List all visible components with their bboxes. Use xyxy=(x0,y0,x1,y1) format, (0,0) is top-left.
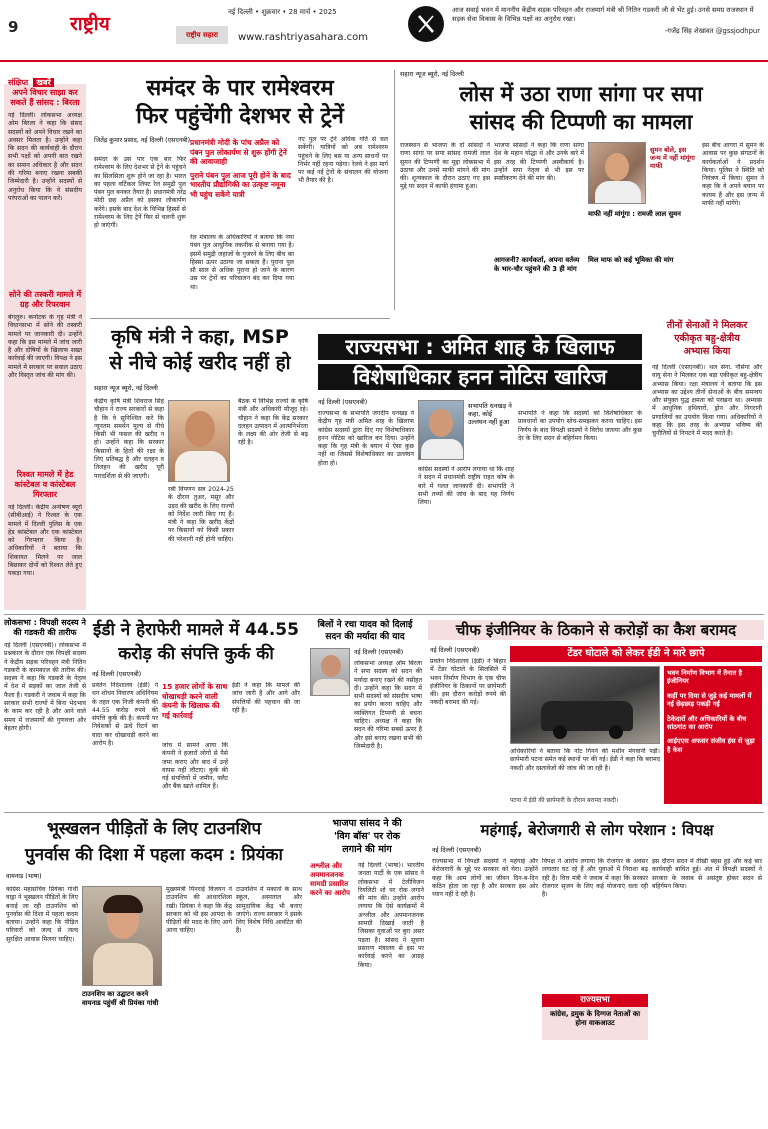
township-byline: वायनाड (भाषा) xyxy=(6,873,42,880)
x-post-text: आज सवाई भवन में माननीय केंद्रीय सड़क परिवहन और राजमार्ग मंत्री श्री नितिन गडकरी जी से भेंट हुई। उनसे समग्र राजस्थान में सड़क सेवा विकास के विभिन्न पक्षों का अनुरोध रखा। xyxy=(452,6,754,23)
portrait-face xyxy=(605,153,629,181)
army-headline-2: एकीकृत बहु-क्षेत्रीय xyxy=(674,333,740,344)
portrait-body xyxy=(595,181,641,204)
engineer-byline: नई दिल्ली (एसएनबी) xyxy=(430,647,480,654)
engineer-bullet-2: कहीं पर दिया से जुड़े कई मामलों में नई छेड़छाड़ पकड़ी गई xyxy=(667,691,752,709)
bigboss-headline-2: 'विग बॉस' पर रोक xyxy=(333,831,401,842)
portrait-hair xyxy=(103,895,143,913)
inflation-body-a: राज्यसभा में विपक्षी सदस्यों ने महंगाई और बेरोजगारी के मुद्दे पर सरकार को घेरा। उन्होंने कहा कि आम लोगों का जीवन दिन-ब-दिन कठिन होता जा रहा है और सरकार इस ओर ध्यान नहीं दे रही है। xyxy=(432,858,538,899)
loksabha-gadkari-story xyxy=(4,618,86,798)
rajyasabha-photo-caption: सभापति धनखड़ ने कहा, कोई उल्लंघन नहीं हुआ xyxy=(468,402,512,426)
township-body-a: कांग्रेस महासचिव प्रियंका गांधी वाड्रा ने भूस्खलन पीड़ितों के लिए बनाई जा रही टाउनशिप को पुनर्वास की दिशा में पहला कदम बताया। उन्होंने कहा कि पीड़ित परिवारों को जल्द से जल्द सुरक्षित आवास मिलना चाहिए। xyxy=(6,886,78,943)
rajyasabha-headline-1: राज्यसभा : अमित शाह के खिलाफ xyxy=(318,334,642,360)
masthead xyxy=(0,0,768,66)
brief-item-1-title: अपने विचार साझा कर सकते हैं सांसद : बिरला xyxy=(10,88,80,107)
township-headline-2: पुनर्वास की दिशा में पहला कदम : प्रियंका xyxy=(25,845,283,865)
page-number: 9 xyxy=(8,18,19,36)
engineer-bullets xyxy=(664,666,762,804)
rana-sanga-body-b: भाजपा सांसदों ने कहा कि राणा सांगा देश के महान योद्धा थे और उनके बारे में इस तरह की टिप्पणी अस्वीकार्य है। उन्होंने सपा नेतृत्व से भी इस पर स्पष्टीकरण देने की मांग की। xyxy=(494,142,584,183)
brief-item-3-title: रिश्वत मामले में हेड कांस्टेबल व कांस्टेबल गिरफ्तार xyxy=(14,470,76,499)
bill-yadav-story xyxy=(306,618,424,804)
rameswaram-body-c: नए पुल पर ट्रेनें अधिक गति से चल सकेंगी। यात्रियों को अब रामेश्वरम पहुंचने के लिए बस या अन्य साधनों पर निर्भर नहीं रहना पड़ेगा। रेलवे ने इस मार्ग पर कई नई ट्रेनों के संचालन की योजना भी तैयार की है। xyxy=(298,136,388,185)
ed-headline-2: करोड़ की संपत्ति कुर्क की xyxy=(118,644,274,664)
wheel xyxy=(553,725,567,739)
engineer-cash-story xyxy=(428,618,764,808)
portrait-face xyxy=(429,409,453,437)
township-headline-1: भूस्खलन पीड़ितों के लिए टाउनशिप xyxy=(46,819,262,839)
rajyasabha-body-a: राज्यसभा के सभापति जगदीप धनखड़ ने केंद्रीय गृह मंत्री अमित शाह के खिलाफ कांग्रेस सदस्यों द्वारा दिए गए विशेषाधिकार हनन नोटिस को खारिज कर दिया। उन्होंने कहा कि गृह मंत्री के बयान में ऐसा कुछ नहीं था जिससे विशेषाधिकार का उल्लंघन होता हो। xyxy=(318,410,414,467)
rana-sanga-body-c: इस बीच आगरा में सुमन के आवास पर कुछ संगठनों के कार्यकर्ताओं ने प्रदर्शन किया। पुलिस ने स्थिति को नियंत्रण में किया। सुमन ने कहा कि वे अपने बयान पर कायम हैं और इस जन्म में माफी नहीं मांगेंगे। xyxy=(702,142,764,208)
divider xyxy=(394,70,395,310)
bigboss-sidebar: अश्लील और अपमानजनक सामग्री प्रसारित करने का आरोप xyxy=(310,862,350,897)
army-headline-1: तीनों सेनाओं ने मिलकर xyxy=(666,320,748,331)
rajyasabha-box-sub: कांग्रेस, द्रमुक के दिग्गज नेताओं का होना वाकआउट xyxy=(549,1010,641,1027)
inflation-story xyxy=(430,816,764,1126)
rameswaram-byline: जितेंद्र कुमार प्रसाद, नई दिल्ली (एसएनबी) xyxy=(94,137,191,144)
priyanka-photo xyxy=(82,886,162,986)
inflation-byline: नई दिल्ली (एसएनबी) xyxy=(432,847,482,854)
portrait-body xyxy=(313,679,349,696)
brief-item-2-body: बेंगलुरु। कर्नाटक के गृह मंत्री ने विधानसभा में सोने की तस्करी मामले पर जानकारी दी। उन्होंने कहा कि इस मामले में जांच जारी है और दोषियों के खिलाफ सख्त कार्रवाई की जाएगी। विपक्ष ने इस मामले में सरकार पर सवाल उठाए और विस्तृत जांच की मांग की। xyxy=(8,314,82,380)
engineer-headline: चीफ इंजीनियर के ठिकाने से करोड़ों का कैश बरामद xyxy=(428,620,764,640)
township-body-b: मुख्यमंत्री पिनराई विजयन ने टाउनशिप की आधारशिला रखी। प्रियंका ने कहा कि केंद्र सरकार को भी इस आपदा के पीड़ितों की मदद के लिए आगे आना चाहिए। xyxy=(166,886,232,935)
paper-logo xyxy=(176,26,228,44)
masthead-rule xyxy=(0,60,768,62)
divider xyxy=(4,812,764,813)
msp-story xyxy=(90,322,310,612)
x-post-handle: -गजेंद्र सिंह शेखावत @gssjodhpur xyxy=(664,27,760,35)
section-label: राष्ट्रीय xyxy=(70,13,110,35)
portrait-body xyxy=(93,943,153,986)
msp-headline-1: कृषि मंत्री ने कहा, MSP xyxy=(111,326,289,348)
rajyasabha-box xyxy=(542,994,648,1040)
rajyasabha-body-b: कांग्रेस सदस्यों ने आरोप लगाया था कि शाह ने सदन में प्रधानमंत्री राष्ट्रीय राहत कोष के बारे में गलत जानकारी दी। सभापति ने सभी तथ्यों की जांच के बाद यह निर्णय लिया। xyxy=(418,466,514,507)
rameswaram-headline-1: समंदर के पार रामेश्वरम xyxy=(146,76,334,101)
portrait-face xyxy=(321,655,341,677)
bigboss-headline-3: लगाने की मांग xyxy=(342,844,392,855)
portrait-body xyxy=(175,451,227,482)
ed-body-a: प्रवर्तन निदेशालय (ईडी) ने धन शोधन निवारण अधिनियम के तहत एक निजी कंपनी की 44.55 करोड़ रुपये की संपत्ति कुर्क की है। कंपनी पर निवेशकों से ऊंचे रिटर्न का वादा कर धोखाधड़ी करने का आरोप है। xyxy=(92,682,158,748)
x-logo-icon xyxy=(408,6,444,42)
dhankhar-photo xyxy=(418,400,464,460)
inflation-headline: महंगाई, बेरोजगारी से लोग परेशान : विपक्ष xyxy=(480,821,714,839)
engineer-body-a: प्रवर्तन निदेशालय (ईडी) ने बिहार में टेंडर घोटाले के सिलसिले में भवन निर्माण विभाग के एक चीफ इंजीनियर के ठिकानों पर छापेमारी की। इस दौरान करोड़ों रुपये की नकदी बरामद की गई। xyxy=(430,658,506,707)
bill-body: लोकसभा अध्यक्ष ओम बिरला ने सपा सदस्य को सदन की मर्यादा बनाए रखने की नसीहत दी। उन्होंने कहा कि सदन में सभी सदस्यों को संसदीय भाषा का प्रयोग करना चाहिए और व्यक्तिगत टिप्पणी से बचना चाहिए। अध्यक्ष ने कहा कि सदन की गरिमा सबसे ऊपर है और इसे बनाए रखना सभी की जिम्मेदारी है। xyxy=(354,660,422,750)
bigboss-body: नई दिल्ली (भाषा)। भारतीय जनता पार्टी के एक सांसद ने लोकसभा में टेलीविजन रियलिटी शो पर रोक लगाने की मांग की। उन्होंने आरोप लगाया कि ऐसे कार्यक्रमों में अश्लील और अपमानजनक सामग्री दिखाई जाती है जिसका युवाओं पर बुरा असर पड़ता है। सांसद ने सूचना प्रसारण मंत्रालय से इस पर कार्रवाई करने का आग्रह किया। xyxy=(358,862,424,969)
ed-headline-1: ईडी ने हेराफेरी मामले में 44.55 xyxy=(93,620,299,640)
engineer-body-b: अधिकारियों ने बताया कि नोट गिनने की मशीन मंगवानी पड़ी। छापेमारी पटना समेत कई स्थानों पर की गई। ईडी ने कहा कि बरामद नकदी और दस्तावेजों की जांच की जा रही है। xyxy=(510,748,660,772)
cash-photo xyxy=(510,666,660,744)
brief-header-a: संक्षिप्त xyxy=(8,78,29,87)
brief-header xyxy=(4,70,86,87)
ed-highlight: 15 हजार लोगों के साथ धोखाधड़ी करने वाली कंपनी के खिलाफ की गई कार्रवाई xyxy=(162,682,228,720)
brief-news-column xyxy=(4,70,86,610)
inflation-body-c: इस दौरान सदन में तीखी बहस हुई और कई बार कार्यवाही बाधित हुई। अंत में विपक्षी सदस्यों ने सरकार के जवाब से असंतुष्ट होकर सदन से बहिर्गमन किया। xyxy=(652,858,762,890)
msp-body-c: बैठक में विभिन्न राज्यों के कृषि मंत्री और अधिकारी मौजूद रहे। चौहान ने कहा कि केंद्र सरकार दलहन उत्पादन में आत्मनिर्भरता के लक्ष्य की ओर तेजी से बढ़ रही है। xyxy=(238,398,308,447)
bill-headline-2: सदन की मर्यादा की याद xyxy=(325,632,405,642)
minister-photo xyxy=(168,400,230,482)
army-headline-3: अभ्यास किया xyxy=(683,346,731,357)
ed-body-c: ईडी ने कहा कि मामले की जांच जारी है और आगे और संपत्तियों की पहचान की जा रही है। xyxy=(232,682,300,714)
army-story xyxy=(650,318,764,610)
rameswaram-story xyxy=(90,70,390,320)
bill-photo xyxy=(310,648,350,696)
rajyasabha-byline: नई दिल्ली (एसएनबी) xyxy=(318,399,368,406)
ed-story xyxy=(90,618,302,804)
brief-item-3-body: नई दिल्ली। केंद्रीय अन्वेषण ब्यूरो (सीबीआई) ने रिश्वत के एक मामले में दिल्ली पुलिस के एक हेड कांस्टेबल और एक कांस्टेबल को गिरफ्तार किया है। अधिकारियों ने बताया कि शिकायत मिलने पर जाल बिछाकर दोनों को रिश्वत लेते हुए पकड़ा गया। xyxy=(8,504,82,578)
engineer-banner: टेंडर घोटाले को लेकर ईडी ने मारे छापे xyxy=(510,646,762,662)
loksabha-headline: लोकसभा : विपक्षी सदस्य ने की गडकरी की तारीफ xyxy=(4,618,86,637)
engineer-bullet-1: भवन निर्माण विभाग में तैनात है इंजीनियर xyxy=(667,669,742,686)
rana-sanga-photo-caption: सुमन बोले, इस जन्म में नहीं मांगूंगा माफी xyxy=(650,146,695,170)
date-line: नई दिल्ली • शुक्रवार • 28 मार्च • 2025 xyxy=(228,8,337,16)
website-link[interactable]: www.rashtriyasahara.com xyxy=(238,32,369,43)
engineer-bullet-3: ठेकेदारों और अधिकारियों के बीच सांठगांठ का आरोप xyxy=(667,714,747,732)
rana-sanga-subhead-3: मिल माफ को कई भूमिका की मांग xyxy=(588,256,674,264)
msp-headline-2: से नीचे कोई खरीद नहीं हो xyxy=(109,352,291,374)
rana-sanga-headline-1: लोस में उठा राणा सांगा पर सपा xyxy=(459,82,703,106)
ed-byline: नई दिल्ली (एसएनबी) xyxy=(92,671,142,678)
rameswaram-body-a: समंदर के उस पार एक बार फिर रामेश्वरम के लिए देशभर से ट्रेनें के पहुंचने का सिलसिला शुरू होने जा रहा है। भारत का पहला वर्टिकल लिफ्ट रेल समुद्री पुल पंबन पुल बनकर तैयार है। प्रधानमंत्री नरेंद्र मोदी छह अप्रैल को इसका लोकार्पण करेंगे। इसके बाद देश के विभिन्न हिस्सों से रामेश्वरम के लिए ट्रेनें फिर से चलनी शुरू हो जाएंगी। xyxy=(94,156,186,230)
paper-logo-text: राष्ट्रीय सहारा xyxy=(185,31,218,39)
portrait-body xyxy=(421,439,463,460)
rana-sanga-photo xyxy=(588,142,646,204)
township-photo-caption: टाउनशिप का उद्घाटन करने वायनाड पहुंचीं श्री प्रियंका गांधी xyxy=(82,990,159,1007)
wheel xyxy=(609,725,623,739)
bill-headline-1: बिलों ने रचा यादव को दिलाई xyxy=(317,620,413,630)
rana-sanga-story xyxy=(398,70,764,310)
township-body-c: टाउनशिप में मकानों के साथ स्कूल, अस्पताल और सामुदायिक केंद्र भी बनाए जाएंगे। राज्य सरकार ने इसके लिए विशेष निधि आवंटित की है। xyxy=(236,886,302,935)
rana-sanga-subhead-1: माफी नहीं मांगूंगा : रामजी लाल सुमन xyxy=(588,210,681,218)
rana-sanga-byline: सहारा न्यूज ब्यूरो, नई दिल्ली xyxy=(400,71,464,78)
brief-item-1-body: नई दिल्ली। लोकसभा अध्यक्ष ओम बिरला ने कहा कि संसद सदस्यों को अपने विचार रखने का अवसर मिलता है। उन्होंने कहा कि सदन की कार्यवाही के दौरान सभी पक्षों को अपनी बात रखने का समान अधिकार है और सदन की गरिमा बनाए रखना सबकी जिम्मेदारी है। उन्होंने सदस्यों से अनुरोध किया कि वे संसदीय परंपराओं का पालन करें। xyxy=(8,112,82,202)
rameswaram-bullet-2: पुराने पंबन पुल आज पूरी होने के बाद भारतीय प्रौद्योगिकी का उत्कृष्ट नमूना भी पहुंच सकेंगे यात्री xyxy=(190,170,291,199)
portrait-face xyxy=(185,411,215,447)
brief-header-b: खबरें xyxy=(33,78,53,87)
township-story xyxy=(4,816,304,1126)
rameswaram-bullet-1: प्रधानमंत्री मोदी के पांच अप्रैल को पंबन पुल लोकार्पण से शुरू होंगी ट्रेनें की आवाजाही xyxy=(190,138,287,166)
bigboss-story xyxy=(308,816,426,1126)
bigboss-headline-1: भाजपा सांसद ने की xyxy=(332,818,402,829)
brief-item-2-title: सोने की तस्करी मामले में ग्रह और रिपरवान xyxy=(8,290,82,309)
loksabha-body: नई दिल्ली (एसएनबी)। लोकसभा में प्रश्नकाल के दौरान एक विपक्षी सदस्य ने केंद्रीय सड़क परिवहन मंत्री नितिन गडकरी के कामकाज की तारीफ की। सदस्य ने कहा कि गडकरी के नेतृत्व में देश में सड़कों का जाल तेजी से फैला है। गडकरी ने जवाब में कहा कि सरकार सभी राज्यों में बिना भेदभाव के काम कर रही है और आने वाले समय में राजमार्गों की गुणवत्ता और बेहतर होगी। xyxy=(4,642,86,732)
divider xyxy=(4,614,764,615)
rana-sanga-subhead-2: आगजनी? कार्यकर्ता, अपना वर्तव्य के भार-चौर पहुंचने की 3 ही मांग xyxy=(494,256,580,273)
msp-body-a: केंद्रीय कृषि मंत्री शिवराज सिंह चौहान ने राज्य सरकारों से कहा है कि वे सुनिश्चित करें कि न्यूनतम समर्थन मूल्य से नीचे किसी भी फसल की खरीद न हो। उन्होंने कहा कि सरकार किसानों के हितों की रक्षा के लिए प्रतिबद्ध है और दलहन व तिलहन की खरीद पूरी पारदर्शिता से की जाएगी। xyxy=(94,398,164,480)
rajyasabha-story xyxy=(314,318,646,610)
rameswaram-bullets xyxy=(190,138,294,228)
rajyasabha-headline-2: विशेषाधिकार हनन नोटिस खारिज xyxy=(318,364,642,390)
msp-body-b: रबी विपणन सत्र 2024-25 के दौरान तुअर, मसूर और उड़द की खरीद के लिए राज्यों को निर्देश जारी किए गए हैं। मंत्री ने कहा कि खरीद केंद्रों पर किसानों को किसी प्रकार की परेशानी नहीं होनी चाहिए। xyxy=(168,486,234,543)
ed-body-b: जांच में सामने आया कि कंपनी ने हजारों लोगों से पैसे जमा कराए और बाद में उन्हें वापस नहीं लौटाए। कुर्क की गई संपत्तियों में जमीन, फ्लैट और बैंक खाते शामिल हैं। xyxy=(162,742,228,791)
rameswaram-headline-2: फिर पहुंचेंगी देशभर से ट्रेनें xyxy=(136,104,344,129)
army-body: नई दिल्ली (एसएनबी)। थल सेना, नौसेना और वायु सेना ने मिलकर एक बड़ा एकीकृत बहु-क्षेत्रीय अभ्यास किया। रक्षा मंत्रालय ने बताया कि इस अभ्यास का उद्देश्य तीनों सेनाओं के बीच समन्वय और संयुक्त युद्ध क्षमता को परखना था। अभ्यास में आधुनिक हथियारों, ड्रोन और निगरानी प्रणालियों का उपयोग किया गया। अधिकारियों ने कहा कि इस तरह के अभ्यास भविष्य की चुनौतियों से निपटने में मदद करते हैं। xyxy=(652,364,762,438)
rana-sanga-headline-2: सांसद की टिप्पणी का मामला xyxy=(469,110,693,134)
rajyasabha-body-c: सभापति ने कहा कि सदस्यों को विशेषाधिकार के प्रावधानों का उपयोग सोच-समझकर करना चाहिए। इस निर्णय के बाद विपक्षी सदस्यों ने विरोध जताया और कुछ देर के लिए सदन से बहिर्गमन किया। xyxy=(518,410,642,442)
engineer-bullet-4: आईएएस अफसर संजीव हंस से जुड़ा है केस xyxy=(667,737,755,754)
rajyasabha-box-title: राज्यसभा xyxy=(542,994,648,1007)
inflation-body-b: विपक्ष ने आरोप लगाया कि रोजगार के अवसर लगातार घट रहे हैं और युवाओं में निराशा बढ़ रही है। वित्त मंत्री ने जवाब में कहा कि सरकार रोजगार सृजन के लिए कई योजनाएं चला रही है। xyxy=(542,858,648,899)
rameswaram-body-b: रेल मंत्रालय के अधिकारियों ने बताया कि नया पंबन पुल आधुनिक तकनीक से बनाया गया है। इसमें समुद्री जहाजों के गुजरने के लिए बीच का हिस्सा ऊपर उठाया जा सकता है। पुराना पुल सौ साल से अधिक पुराना हो जाने के कारण उस पर ट्रेनों का परिचालन बंद कर दिया गया था। xyxy=(190,234,294,291)
cash-photo-caption: पटना में ईडी की छापेमारी के दौरान बरामद नकदी। xyxy=(510,797,619,804)
msp-byline: सहारा न्यूज ब्यूरो, नई दिल्ली xyxy=(94,385,158,392)
bill-byline: नई दिल्ली (एसएनबी) xyxy=(354,649,404,656)
rana-sanga-body-a: राजस्थान से भाजपा के दो सांसदों ने राणा सांगा पर सपा सांसद रामजी लाल सुमन की टिप्पणी का मुद्दा लोकसभा में उठाया और उनसे माफी मांगने की मांग की। शून्यकाल के दौरान उठाए गए इस मुद्दे पर सदन में काफी हंगामा हुआ। xyxy=(400,142,490,191)
